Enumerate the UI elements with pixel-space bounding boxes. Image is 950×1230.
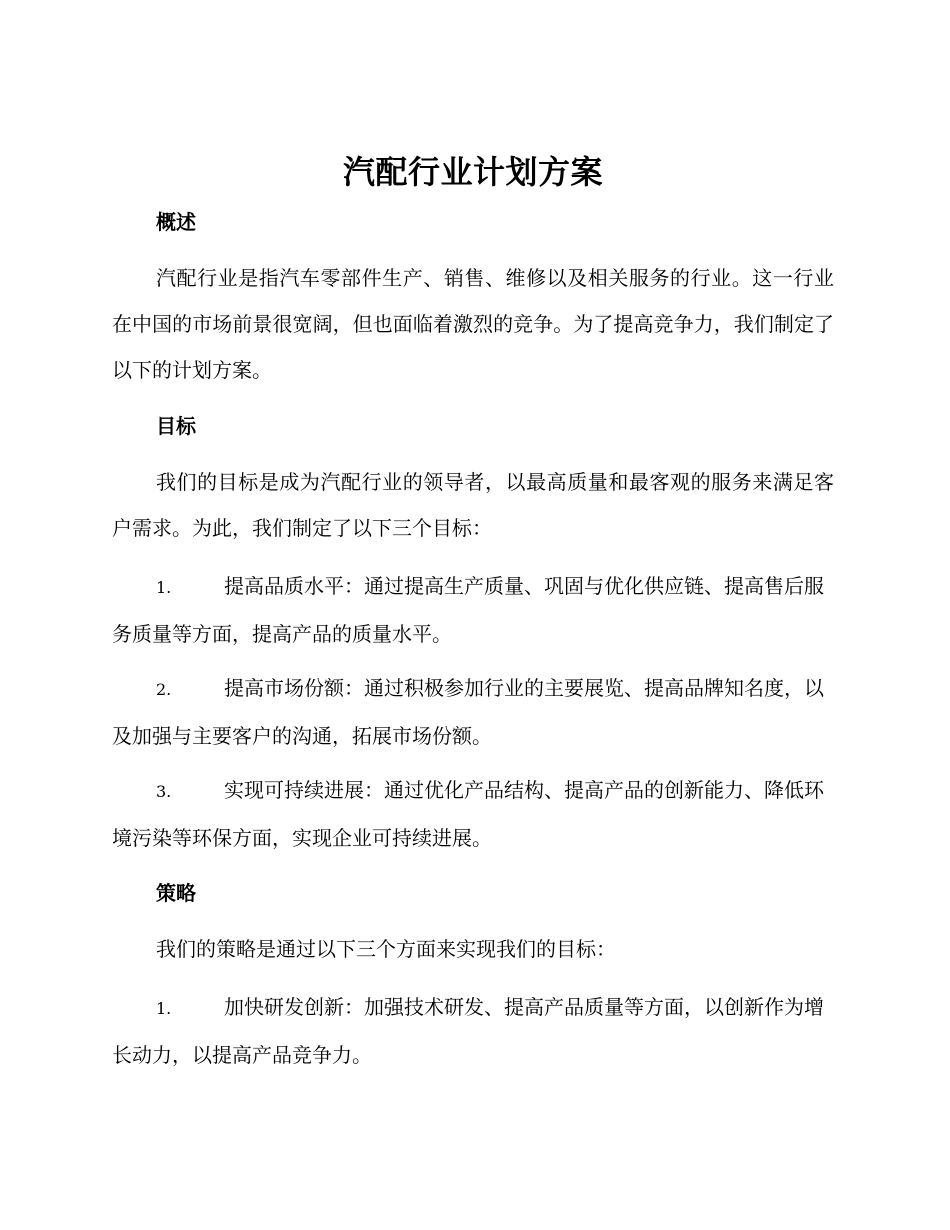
section-heading-overview: 概述 [156,210,196,234]
strategy-list-item-1 [112,984,834,1078]
list-item-text: 提高品质水平：通过提高生产质量、巩固与优化供应链、提高售后服务质量等方面，提高产品的质量水平。 [112,574,824,646]
list-item-number: 1. [156,578,172,597]
document-title: 汽配行业计划方案 [342,153,603,191]
goal-list-item-3 [112,767,834,861]
list-item-number: 3. [156,782,172,801]
list-item-number: 1. [156,999,172,1018]
list-item-text: 加快研发创新：加强技术研发、提高产品质量等方面，以创新作为增长动力，以提高产品竞争力。 [112,995,824,1067]
goal-list-item-2 [112,665,834,759]
strategy-intro-paragraph: 我们的策略是通过以下三个方面来实现我们的目标： [156,937,616,961]
list-item-number: 2. [156,680,172,699]
goals-intro-paragraph: 我们的目标是成为汽配行业的领导者，以最高质量和最客观的服务来满足客户需求。为此，我们制定了以下三个目标： [112,470,834,540]
goal-list-item-1 [112,563,834,657]
list-item-text: 提高市场份额：通过积极参加行业的主要展览、提高品牌知名度，以及加强与主要客户的沟通，拓展市场份额。 [112,676,824,748]
section-heading-strategy: 策略 [156,881,196,905]
section-heading-goals: 目标 [156,414,196,438]
overview-paragraph: 汽配行业是指汽车零部件生产、销售、维修以及相关服务的行业。这一行业在中国的市场前景很宽阔，但也面临着激烈的竞争。为了提高竞争力，我们制定了以下的计划方案。 [112,266,834,382]
list-item-text: 实现可持续进展：通过优化产品结构、提高产品的创新能力、降低环境污染等环保方面，实现企业可持续进展。 [112,778,824,850]
